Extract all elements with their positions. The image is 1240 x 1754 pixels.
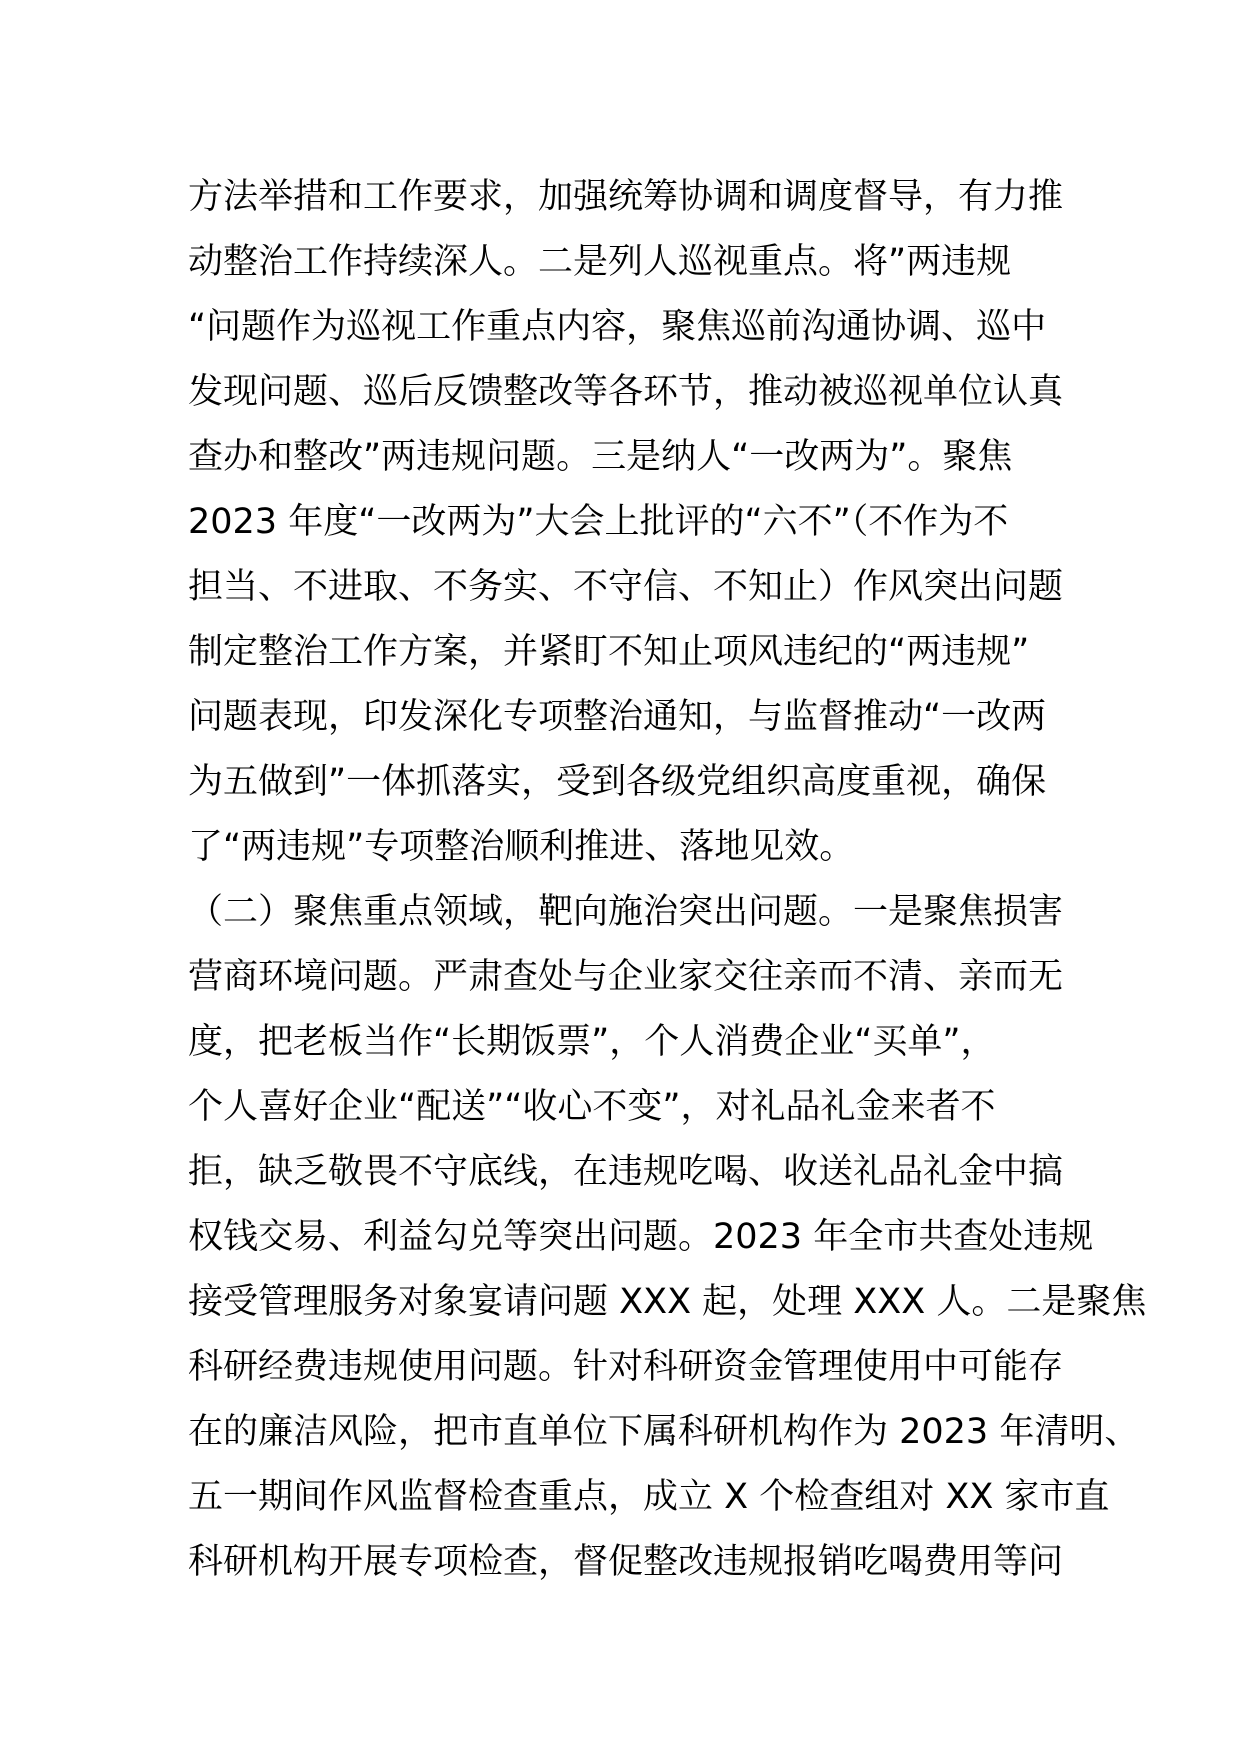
text-line: 营商环境问题。严肃查处与企业家交往亲而不清、亲而无 (188, 957, 1064, 997)
text-line: 方法举措和工作要求，加强统筹协调和调度督导，有力推 (188, 177, 1064, 217)
text-line: 发现问题、巡后反馈整改等各环节，推动被巡视单位认真 (188, 372, 1064, 412)
text-line: 权钱交易、利益勾兑等突出问题。2023 年全市共查处违规 (188, 1217, 1094, 1257)
text-line: 担当、不进取、不务实、不守信、不知止）作风突出问题 (188, 567, 1064, 607)
text-line: 个人喜好企业“配送”“收心不变”，对礼品礼金来者不 (188, 1087, 996, 1127)
text-line: “问题作为巡视工作重点内容，聚焦巡前沟通协调、巡中 (188, 307, 1047, 347)
text-line: 在的廉洁风险，把市直单位下属科研机构作为 2023 年清明、 (188, 1412, 1140, 1452)
text-line: 查办和整改”两违规问题。三是纳人“一改两为”。聚焦 (188, 437, 1013, 477)
text-line: 问题表现，印发深化专项整治通知，与监督推动“一改两 (188, 697, 1047, 737)
text-line: 制定整治工作方案，并紧盯不知止项风违纪的“两违规” (188, 632, 1030, 672)
text-line: 五一期间作风监督检查重点，成立 X 个检查组对 XX 家市直 (188, 1477, 1110, 1517)
text-line: 拒，缺乏敬畏不守底线，在违规吃喝、收送礼品礼金中搞 (188, 1152, 1064, 1192)
text-line: 动整治工作持续深人。二是列人巡视重点。将”两违规 (188, 242, 1012, 282)
text-line: 度，把老板当作“长期饭票”，个人消费企业“买单”， (188, 1022, 996, 1062)
body-text (188, 165, 1147, 1595)
text-line: 科研机构开展专项检查，督促整改违规报销吃喝费用等问 (188, 1542, 1064, 1582)
text-line: （二）聚焦重点领域，靶向施治突出问题。一是聚焦损害 (188, 892, 1064, 932)
text-line: 了“两违规”专项整治顺利推进、落地见效。 (188, 827, 855, 867)
text-line: 2023 年度“一改两为”大会上批评的“六不”（不作为不 (188, 502, 1009, 542)
text-line: 为五做到”一体抓落实，受到各级党组织高度重视，确保 (188, 762, 1047, 802)
text-line: 科研经费违规使用问题。针对科研资金管理使用中可能存 (188, 1347, 1064, 1387)
text-line: 接受管理服务对象宴请问题 XXX 起，处理 XXX 人。二是聚焦 (188, 1282, 1147, 1322)
